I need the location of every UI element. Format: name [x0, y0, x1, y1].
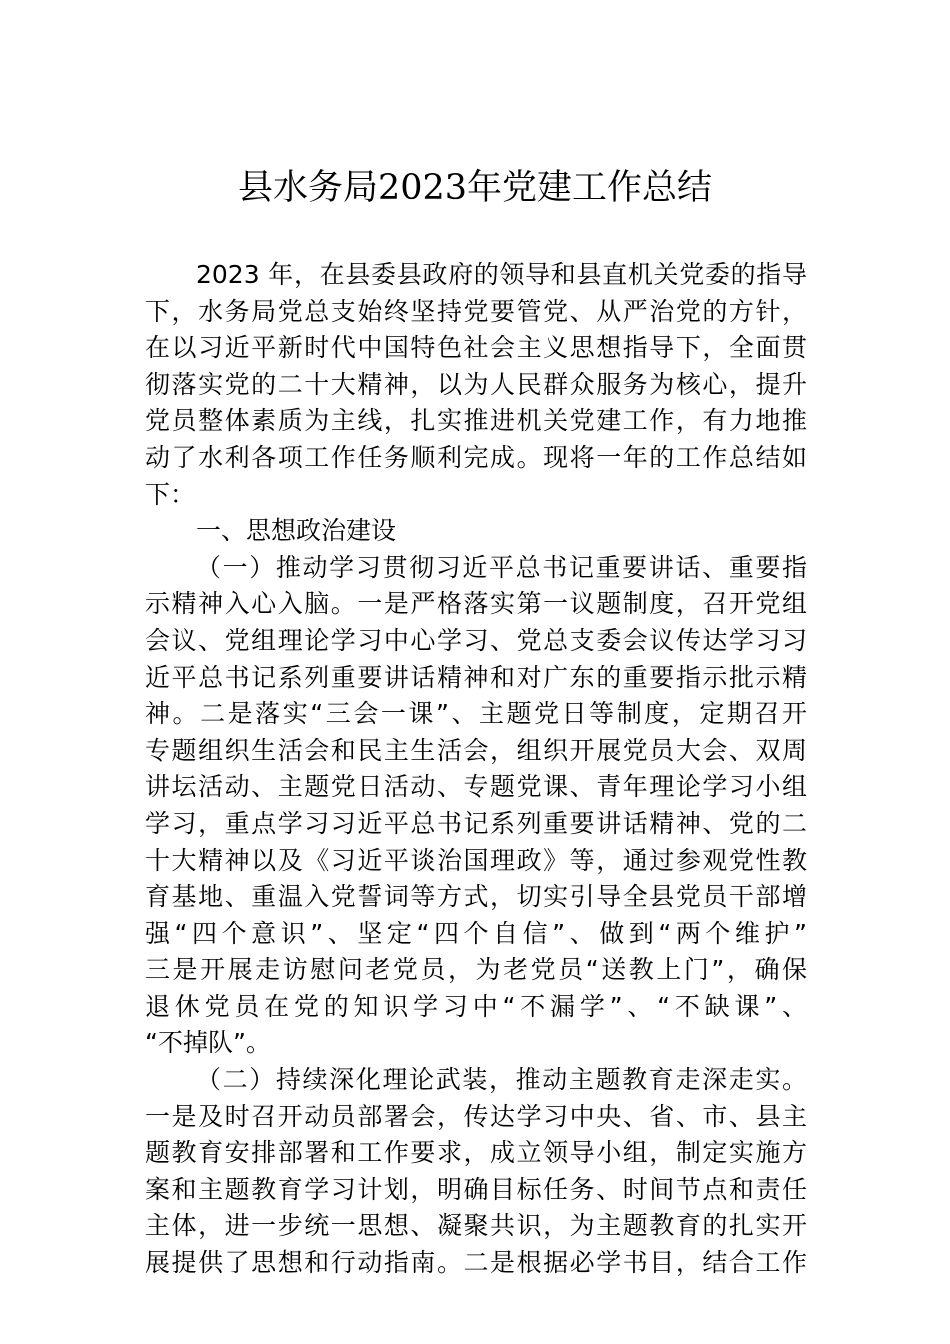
body-line: 强“四个意识”、坚定“四个自信”、做到“两个维护”	[145, 918, 807, 948]
document-title: 县水务局2023年党建工作总结	[237, 168, 713, 208]
body-line: 彻落实党的二十大精神，以为人民群众服务为核心，提升	[145, 369, 807, 399]
body-line: 神。二是落实“三会一课”、主题党日等制度，定期召开	[145, 699, 807, 729]
body-line: 近平总书记系列重要讲话精神和对广东的重要指示批示精	[145, 662, 807, 692]
body-line: 育基地、重温入党誓词等方式，切实引导全县党员干部增	[145, 882, 807, 912]
body-line: 题教育安排部署和工作要求，成立领导小组，制定实施方	[145, 1138, 807, 1168]
body-line: 在以习近平新时代中国特色社会主义思想指导下，全面贯	[145, 333, 807, 363]
body-line: 示精神入心入脑。一是严格落实第一议题制度，召开党组	[145, 589, 807, 619]
body-line: 专题组织生活会和民主生活会，组织开展党员大会、双周	[145, 735, 807, 765]
body-line: 2023 年，在县委县政府的领导和县直机关党委的指导	[196, 260, 807, 289]
body-line: 讲坛活动、主题党日活动、专题党课、青年理论学习小组	[145, 772, 807, 802]
body-line: （一）推动学习贯彻习近平总书记重要讲话、重要指	[196, 552, 807, 582]
body-line: “不掉队”。	[145, 1028, 271, 1058]
document-body	[145, 257, 807, 1282]
body-line: 学习，重点学习习近平总书记系列重要讲话精神、党的二	[145, 808, 807, 838]
body-line: 一是及时召开动员部署会，传达学习中央、省、市、县主	[145, 1101, 807, 1131]
body-line: 主体，进一步统一思想、凝聚共识，为主题教育的扎实开	[145, 1211, 807, 1241]
body-line: 动了水利各项工作任务顺利完成。现将一年的工作总结如	[145, 442, 807, 472]
body-line: 展提供了思想和行动指南。二是根据必学书目，结合工作	[145, 1248, 807, 1278]
body-line: 一、思想政治建设	[196, 516, 397, 546]
body-line: 下：	[145, 479, 196, 509]
body-line: 退休党员在党的知识学习中“不漏学”、“不缺课”、	[145, 991, 807, 1021]
body-line: 党员整体素质为主线，扎实推进机关党建工作，有力地推	[145, 406, 807, 436]
body-line: 会议、党组理论学习中心学习、党总支委会议传达学习习	[145, 625, 807, 655]
body-line: 案和主题教育学习计划，明确目标任务、时间节点和责任	[145, 1174, 807, 1204]
body-line: 下，水务局党总支始终坚持党要管党、从严治党的方针，	[145, 296, 807, 326]
body-line: 三是开展走访慰问老党员，为老党员“送教上门”，确保	[145, 955, 807, 985]
body-line: （二）持续深化理论武装，推动主题教育走深走实。	[196, 1065, 807, 1095]
body-line: 十大精神以及《习近平谈治国理政》等，通过参观党性教	[145, 845, 807, 875]
